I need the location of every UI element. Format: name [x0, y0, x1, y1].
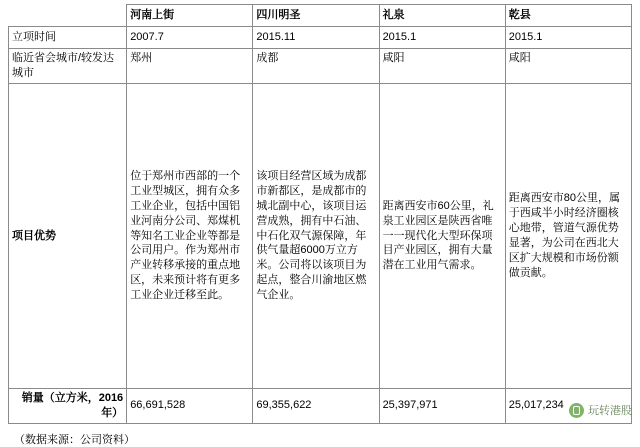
row-label-project-advantage: 项目优势 [9, 84, 127, 389]
cell-nearby-city-4: 咸阳 [505, 49, 631, 84]
table-row-project-advantage [9, 84, 632, 389]
watermark [569, 402, 632, 418]
cell-nearby-city-3: 咸阳 [379, 49, 505, 84]
cell-nearby-city-2: 成都 [253, 49, 379, 84]
cell-sales-volume-2: 69,355,622 [253, 389, 379, 424]
cell-project-date-3: 2015.1 [379, 27, 505, 49]
cell-project-date-2: 2015.11 [253, 27, 379, 49]
cell-project-date-1: 2007.7 [127, 27, 253, 49]
table-header-cell-blank [9, 5, 127, 27]
cell-sales-volume-1: 66,691,528 [127, 389, 253, 424]
table-header-cell-company-4: 乾县 [505, 5, 631, 27]
table-row-project-date [9, 27, 632, 49]
table-row-nearby-city [9, 49, 632, 84]
table-header-cell-company-3: 礼泉 [379, 5, 505, 27]
table-header-row [9, 5, 632, 27]
cell-project-advantage-1: 位于郑州市西部的一个工业型城区，拥有众多工业企业，包括中国铝业河南分公司、郑煤机等知名工业企业等都是公司用户。作为郑州市产业转移承接的重点地区，未来预计将有更多工业企业迁移至此。 [127, 84, 253, 389]
watermark-label: 玩转港股 [588, 405, 632, 417]
cell-sales-volume-4: 25,017,234 [505, 389, 631, 424]
row-label-nearby-city: 临近省会城市/较发达城市 [9, 49, 127, 84]
cell-nearby-city-1: 郑州 [127, 49, 253, 84]
cell-project-advantage-2: 该项目经营区域为成都市新都区，是成都市的城北副中心，该项目运营成熟，拥有中石油、中石化双气源保障，年供气量超6000万立方米。公司将以该项目为起点，整合川渝地区燃气企业。 [253, 84, 379, 389]
cell-project-advantage-3: 距离西安市60公里，礼泉工业园区是陕西省唯一一现代化大型环保项目产业园区，拥有大量潜在工业用气需求。 [379, 84, 505, 389]
cell-project-date-4: 2015.1 [505, 27, 631, 49]
table-header-cell-company-1: 河南上街 [127, 5, 253, 27]
comparison-table [8, 4, 632, 424]
row-label-project-date: 立项时间 [9, 27, 127, 49]
cell-project-advantage-4: 距离西安市80公里，属于西咸半小时经济圈核心地带，管道气源优势显著，为公司在西北大区扩大规模和市场份额做贡献。 [505, 84, 631, 389]
source-note: （数据来源：公司资料） [14, 433, 135, 446]
row-label-sales-volume: 销量（立方米，2016年） [9, 389, 127, 424]
table-header-cell-company-2: 四川明圣 [253, 5, 379, 27]
green-circle-logo-icon [569, 403, 584, 418]
cell-sales-volume-3: 25,397,971 [379, 389, 505, 424]
table-row-sales-volume [9, 389, 632, 424]
